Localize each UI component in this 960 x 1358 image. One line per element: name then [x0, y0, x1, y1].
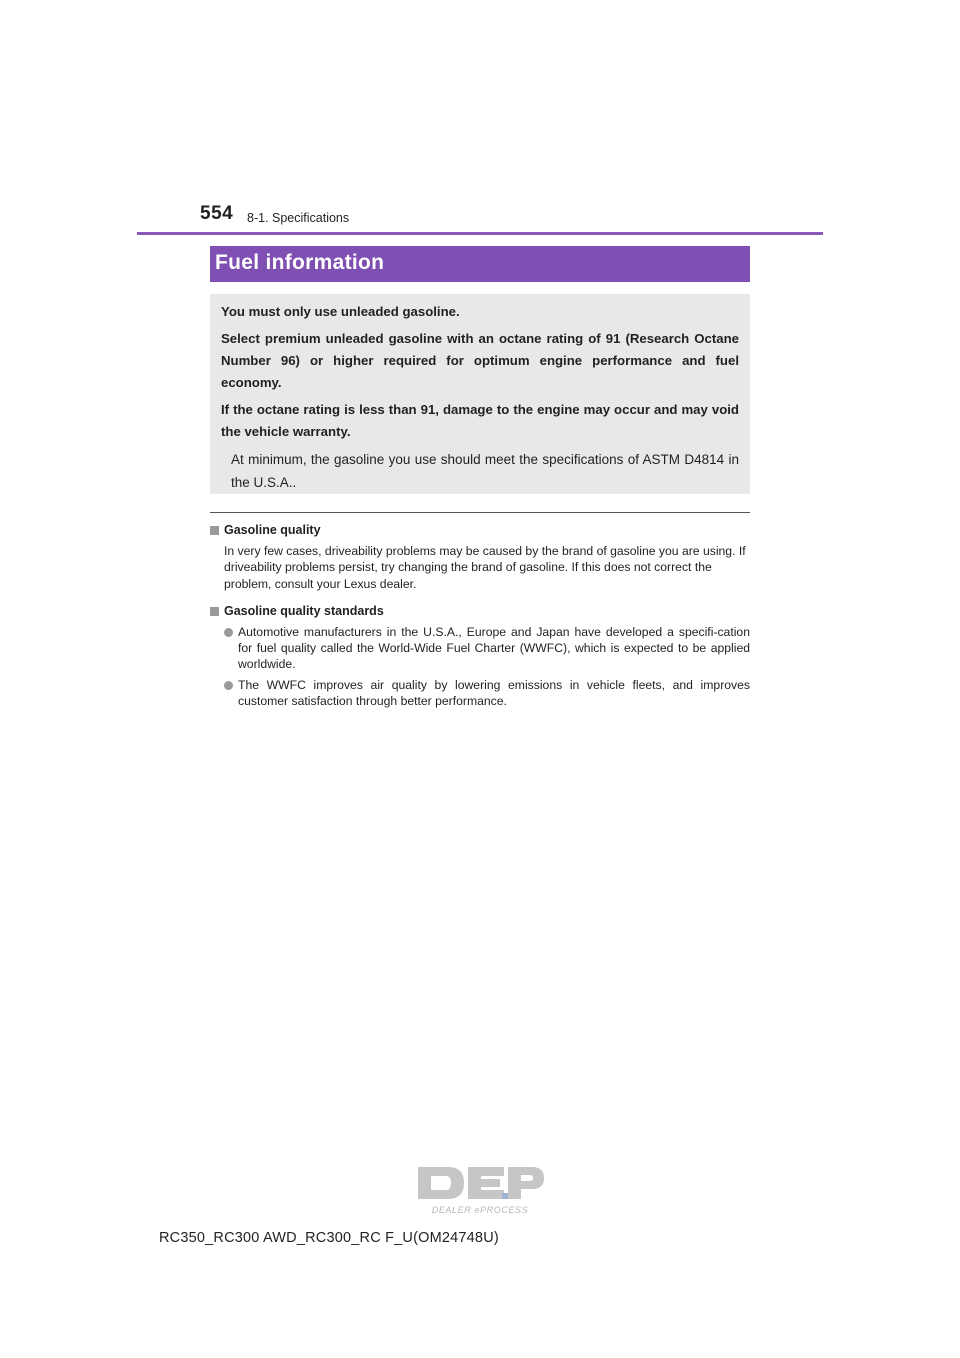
list-item-text: The WWFC improves air quality by lowering emissions in vehicle fleets, and improves customer satisfaction through better performance.	[238, 677, 750, 709]
sub-heading-standards	[210, 603, 750, 620]
circle-bullet-icon	[224, 681, 233, 690]
title-bar	[210, 246, 750, 282]
content	[210, 522, 750, 709]
spacer	[210, 592, 750, 603]
sub-heading-label: Gasoline quality standards	[224, 603, 384, 618]
info-line-unleaded: You must only use unleaded gasoline.	[221, 304, 460, 319]
list-item	[224, 624, 750, 673]
square-bullet-icon	[210, 526, 219, 535]
page-number: 554	[200, 203, 234, 224]
sub-heading-label: Gasoline quality	[224, 523, 321, 537]
page-title: Fuel information	[215, 251, 385, 274]
dep-logo-icon	[414, 1163, 546, 1218]
sub-heading-quality	[210, 522, 750, 539]
section-label: 8-1. Specifications	[247, 211, 350, 225]
circle-bullet-icon	[224, 628, 233, 637]
info-line-warning: If the octane rating is less than 91, damage to the engine may occur and may void the vehicle warranty.	[221, 402, 739, 439]
info-box	[210, 294, 750, 494]
footer-model-code: RC350_RC300 AWD_RC300_RC F_U(OM24748U)	[159, 1230, 499, 1246]
logo-text: DEALER ePROCESS	[431, 1205, 529, 1215]
content-rule	[210, 512, 750, 513]
header-rule	[137, 232, 823, 235]
info-note: At minimum, the gasoline you use should meet the specifications of ASTM D4814 in the U.S.A..	[231, 452, 739, 490]
info-line-premium: Select premium unleaded gasoline with an octane rating of 91 (Research Octane Number 96) or higher required for optimum engine performance and fuel economy.	[221, 331, 739, 390]
quality-paragraph: In very few cases, driveability problems may be caused by the brand of gasoline you are using. If driveability problems persist, try changing the brand of gasoline. If this does not correct the problem, consult your Lexus dealer.	[224, 544, 746, 591]
list-item-text: Automotive manufacturers in the U.S.A., Europe and Japan have developed a specifi-cation for fuel quality called the World-Wide Fuel Charter (WWFC), which is expected to be applied worldwide.	[238, 624, 750, 672]
list-item	[224, 677, 750, 710]
square-bullet-icon	[210, 607, 219, 616]
